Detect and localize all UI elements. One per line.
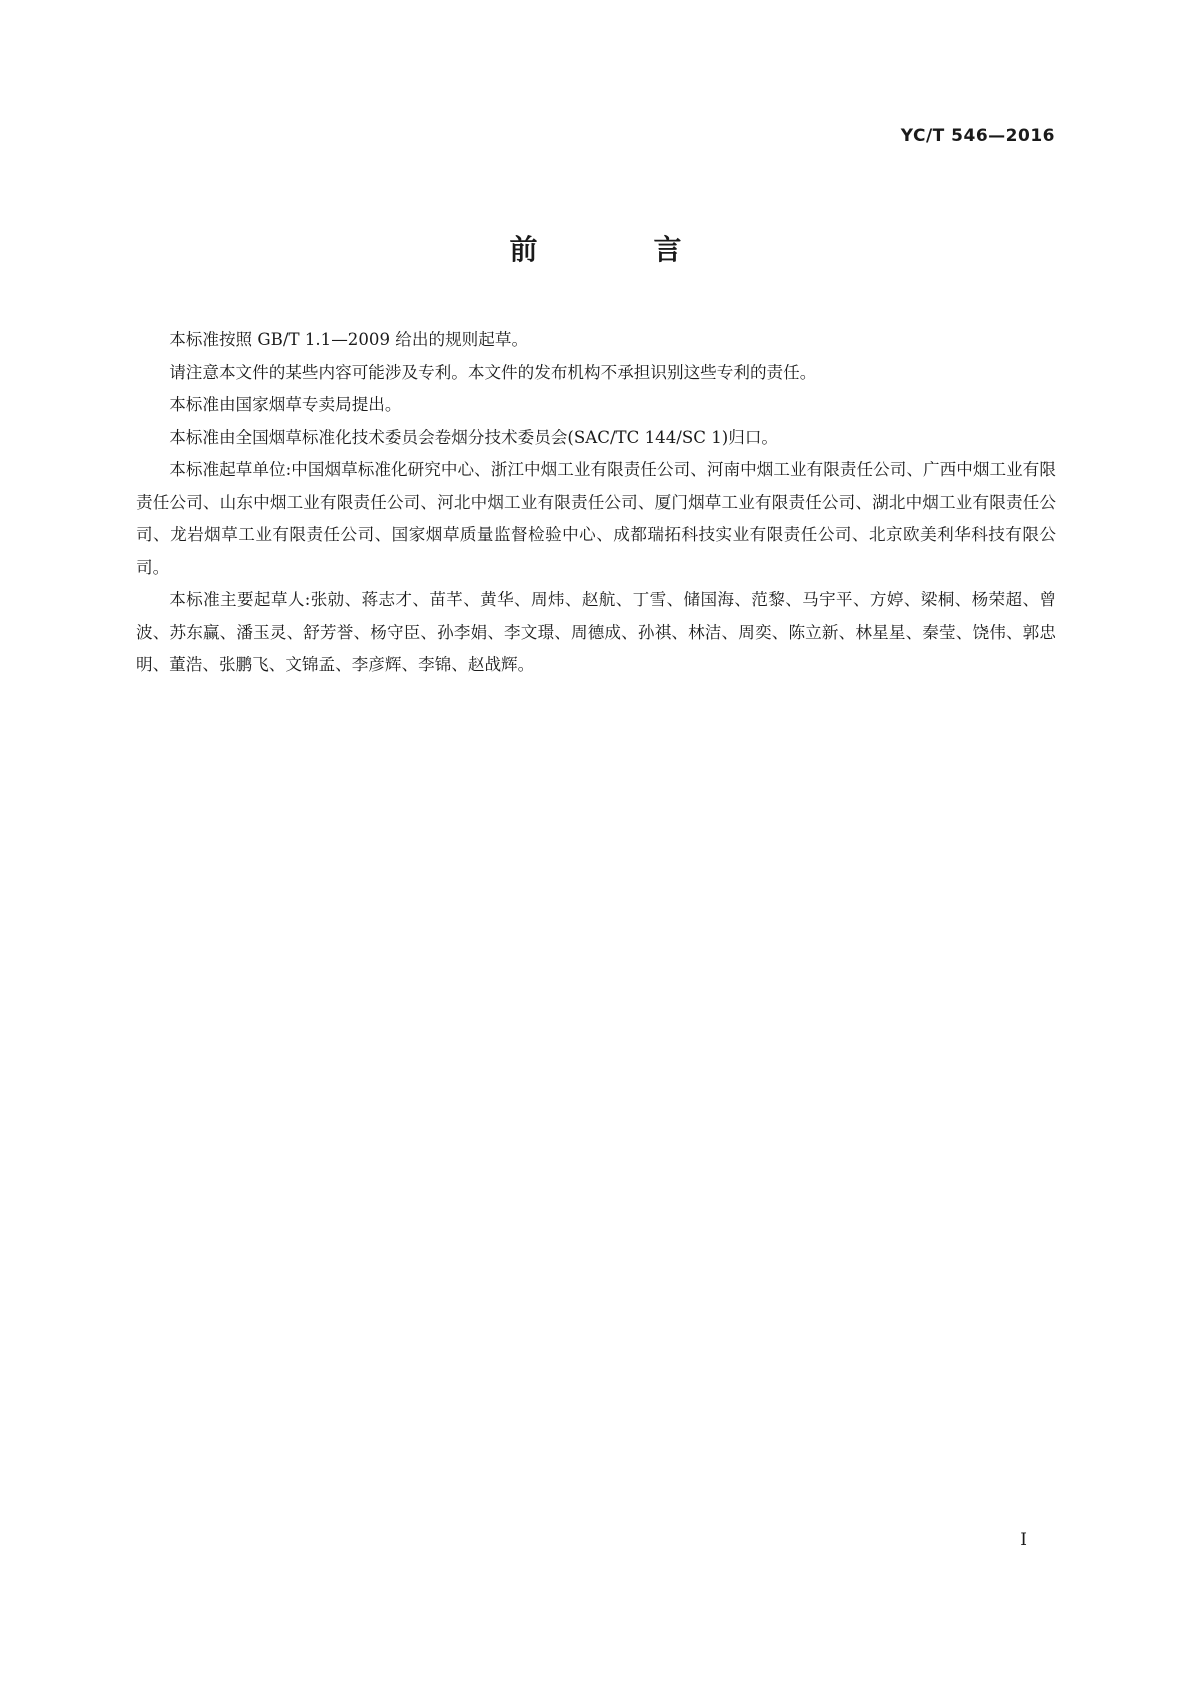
paragraph-drafting-units: 本标准起草单位:中国烟草标准化研究中心、浙江中烟工业有限责任公司、河南中烟工业有限责任公司、广西中烟工业有限责任公司、山东中烟工业有限责任公司、河北中烟工业有限责任公司、厦门烟草工业有限责任公司、湖北中烟工业有限责任公司、龙岩烟草工业有限责任公司、国家烟草质量监督检验中心、成都瑞拓科技实业有限责任公司、北京欧美利华科技有限公司。 bbox=[136, 460, 1056, 577]
page-title: 前 言 bbox=[509, 233, 726, 266]
paragraph-drafting-rules: 本标准按照 GB/T 1.1—2009 给出的规则起草。 bbox=[169, 330, 529, 349]
paragraph-patent-notice: 请注意本文件的某些内容可能涉及专利。本文件的发布机构不承担识别这些专利的责任。 bbox=[169, 362, 817, 382]
page-number: I bbox=[1020, 1530, 1027, 1550]
paragraph-administration: 本标准由全国烟草标准化技术委员会卷烟分技术委员会(SAC/TC 144/SC 1)归口。 bbox=[169, 427, 779, 447]
paragraph-drafters: 本标准主要起草人:张勍、蒋志才、苗芊、黄华、周炜、赵航、丁雪、储国海、范黎、马宇平、方婷、梁桐、杨荣超、曾波、苏东赢、潘玉灵、舒芳誉、杨守臣、孙李娟、李文璟、周德成、孙祺、林洁、周奕、陈立新、林星星、秦莹、饶伟、郭忠明、董浩、张鹏飞、文锦孟、李彦辉、李锦、赵战辉。 bbox=[136, 590, 1056, 674]
standard-code: YC/T 546—2016 bbox=[900, 126, 1055, 146]
paragraph-proposer: 本标准由国家烟草专卖局提出。 bbox=[169, 395, 402, 414]
foreword-body bbox=[136, 324, 1056, 682]
